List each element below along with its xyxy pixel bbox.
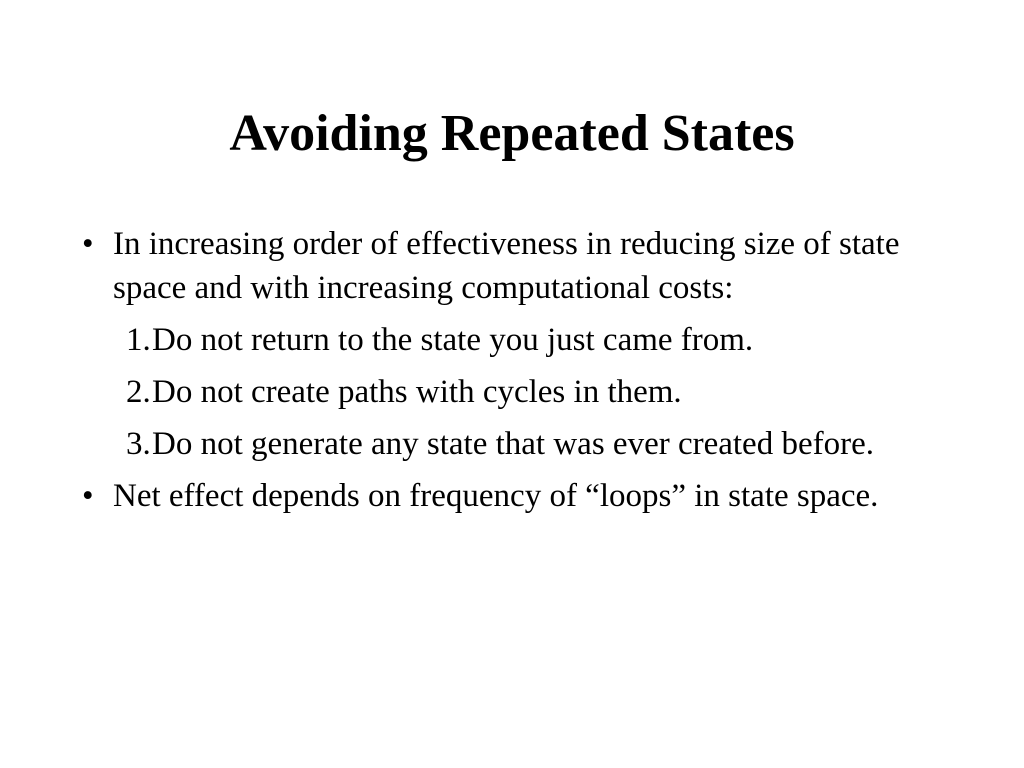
- item-number: 3.: [126, 426, 151, 462]
- bullet-item: [82, 222, 962, 310]
- numbered-item: [82, 370, 962, 414]
- item-number: 1.: [126, 322, 151, 358]
- item-number: 2.: [126, 374, 151, 410]
- bullet-marker: •: [82, 478, 94, 514]
- numbered-item: [82, 318, 962, 362]
- item-text: Do not return to the state you just came from.: [152, 322, 754, 358]
- numbered-list: [82, 318, 962, 466]
- item-text: Do not create paths with cycles in them.: [152, 374, 682, 410]
- slide-title: Avoiding Repeated States: [229, 105, 795, 162]
- bullet-text: Net effect depends on frequency of “loops” in state space.: [113, 478, 879, 514]
- numbered-item: [82, 422, 962, 466]
- bullet-text: In increasing order of effectiveness in reducing size of state space and with increasing computational costs:: [113, 226, 900, 306]
- slide-body: [82, 222, 962, 526]
- bullet-marker: •: [82, 226, 94, 262]
- item-text: Do not generate any state that was ever created before.: [152, 426, 874, 462]
- bullet-item: [82, 474, 962, 518]
